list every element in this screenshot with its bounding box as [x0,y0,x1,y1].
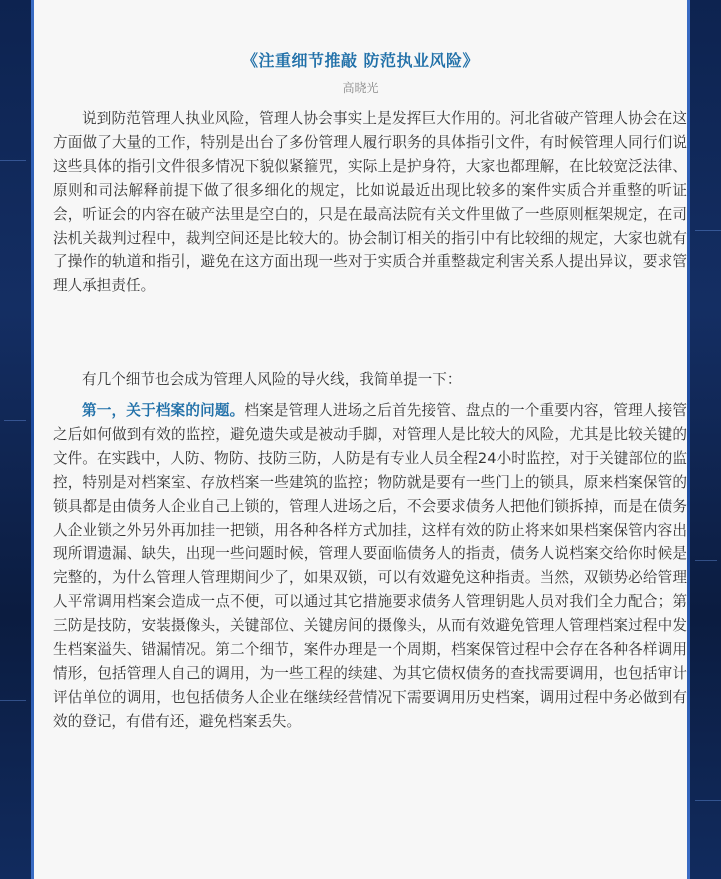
left-frame-decoration [0,0,34,879]
paragraph-archives [53,399,687,734]
frame-line [695,560,717,561]
paragraph-intro: 说到防范管理人执业风险，管理人协会事实上是发挥巨大作用的。河北省破产管理人协会在这方面做了大量的工作，特别是出台了多份管理人履行职务的具体指引文件，有时候管理人同行们说这些具体的指引文件很多情况下貌似紧箍咒，实际上是护身符，大家也都理解，在比较宽泛法律、原则和司法解释前提下做了很多细化的规定，比如说最近出现比较多的案件实质合并重整的听证会，听证会的内容在破产法里是空白的，只是在最高法院有关文件里做了一些原则框架规定，在司法机关裁判过程中，裁判空间还是比较大的。协会制订相关的指引中有比较细的规定，大家也就有了操作的轨道和指引，避免在这方面出现一些对于实质合并重整裁定利害关系人提出异议，要求管理人承担责任。 [53,110,687,295]
frame-line [695,230,721,231]
paragraph-details-lead: 有几个细节也会成为管理人风险的导火线，我简单提一下： [82,371,462,388]
section-heading-highlight: 第一，关于档案的问题。 [82,402,245,419]
right-frame-decoration [687,0,721,879]
article-author: 高晓光 [342,81,379,95]
frame-line [695,800,721,801]
article-panel [34,0,687,879]
paragraph-archives-text: 档案是管理人进场之后首先接管、盘点的一个重要内容，管理人接管之后如何做到有效的监控，避免遗失或是被动手脚，对管理人是比较大的风险，尤其是比较关键的文件。在实践中，人防、物防、技防三防，人防是有专业人员全程24小时监控，对于关键部位的监控，特别是对档案室、存放档案一些建筑的监控；物防就是要有一些门上的锁具，原来档案保管的锁具都是由债务人企业自己上锁的，管理人进场之后，不会要求债务人把他们锁拆掉，而是在债务人企业锁之外另外再加挂一把锁，用各种各样方式加挂，这样有效的防止将来如果档案保管内容出现所谓遗漏、缺失，出现一些问题时候，管理人要面临债务人的指责，债务人说档案交给你时候是完整的，为什么管理人管理期间少了，如果双锁，可以有效避免这种指责。当然，双锁势必给管理人平常调用档案会造成一点不便，可以通过其它措施要求债务人管理钥匙人员对我们全力配合；第三防是技防，安装摄像头，关键部位、关键房间的摄像头，从而有效避免管理人管理档案过程中发生档案溢失、错漏情况。第二个细节，案件办理是一个周期，档案保管过程中会存在各种各样调用情形，包括管理人自己的调用，为一些工程的续建、为其它债权债务的查找需要调用，也包括审计评估单位的调用，也包括债务人企业在继续经营情况下需要调用历史档案，调用过程中务必做到有效的登记，有借有还，避免档案丢失。 [53,402,687,730]
article-title: 《注重细节推敲 防范执业风险》 [241,51,480,70]
frame-line [4,420,26,421]
frame-line [0,160,26,161]
frame-line [0,700,26,701]
